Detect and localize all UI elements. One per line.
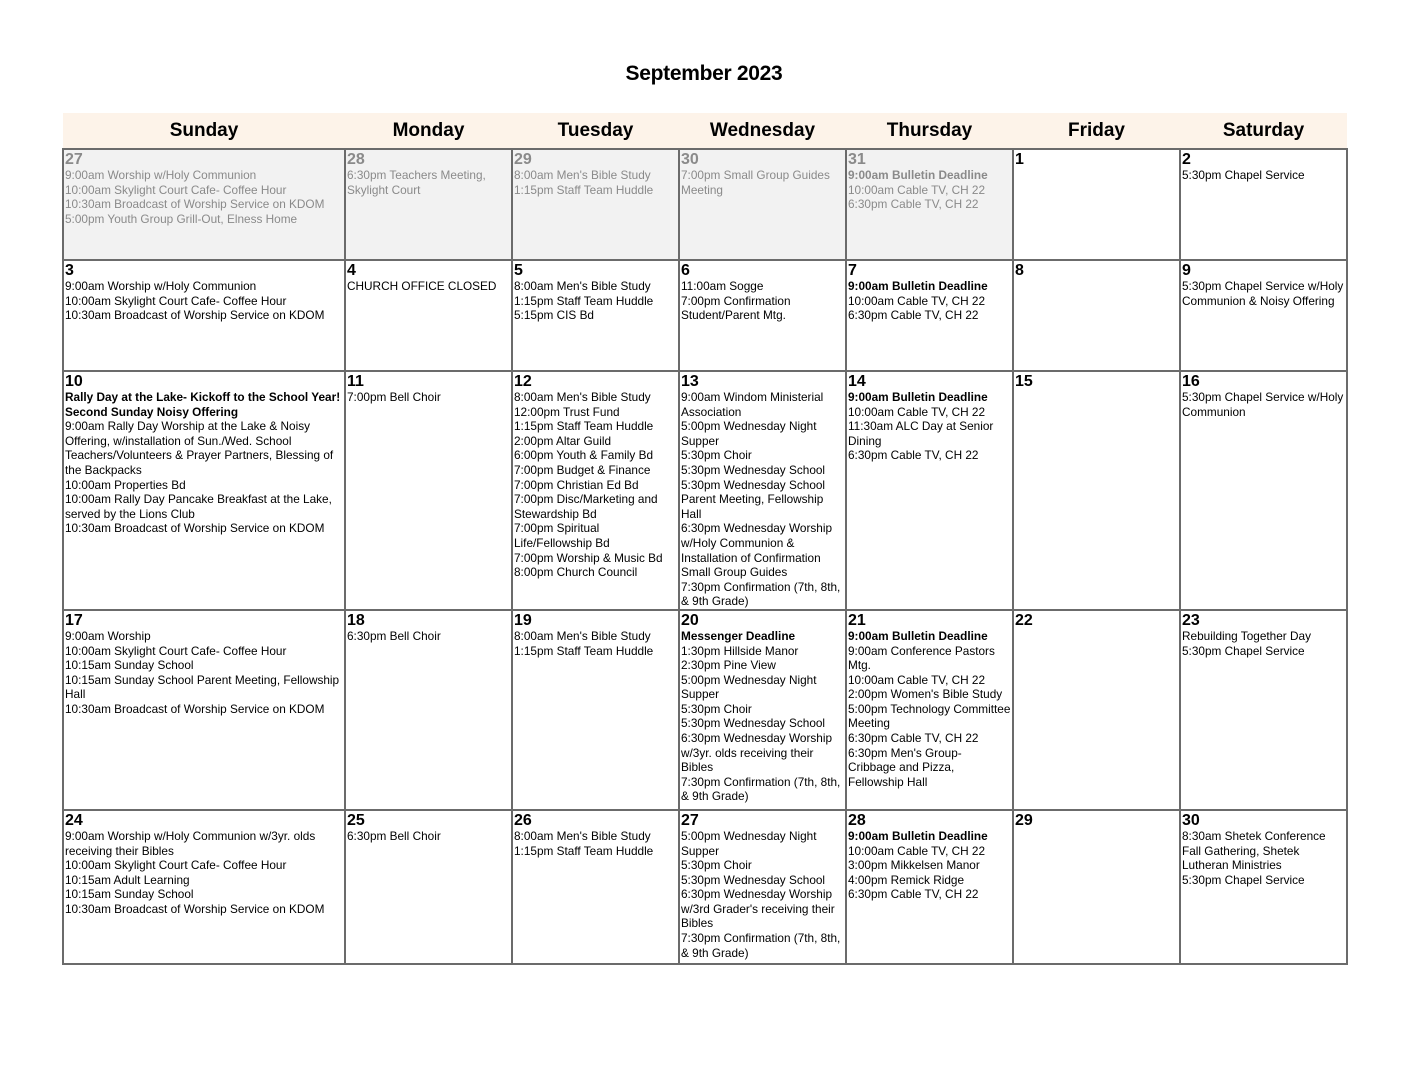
- calendar-event: 10:00am Skylight Court Cafe- Coffee Hour: [65, 858, 287, 873]
- day-cell[interactable]: [1180, 610, 1347, 810]
- day-cell[interactable]: [345, 810, 512, 964]
- calendar-event: 1:15pm Staff Team Huddle: [514, 182, 654, 197]
- calendar-event: 11:30am ALC Day at Senior Dining: [848, 419, 994, 448]
- calendar-event: 10:00am Cable TV, CH 22: [848, 182, 986, 197]
- day-cell[interactable]: [345, 260, 512, 371]
- calendar-event: 8:00am Men's Bible Study: [514, 390, 651, 404]
- calendar-event: 6:30pm Bell Choir: [347, 628, 441, 643]
- calendar-event: 10:30am Broadcast of Worship Service on KDOM: [65, 701, 325, 716]
- day-number: 22: [1015, 611, 1033, 629]
- calendar-event: 10:00am Properties Bd: [65, 477, 186, 492]
- calendar-event: 5:30pm Wednesday School: [681, 716, 826, 731]
- calendar-event: 10:15am Sunday School: [65, 887, 194, 902]
- day-number: 7: [848, 262, 857, 279]
- calendar-event: 9:00am Worship: [65, 628, 151, 643]
- day-cell[interactable]: [679, 260, 846, 371]
- week-row: [63, 260, 1347, 371]
- calendar-event: 9:00am Bulletin Deadline: [848, 628, 988, 643]
- calendar-event: 10:00am Skylight Court Cafe- Coffee Hour: [65, 643, 287, 658]
- day-cell[interactable]: [1180, 260, 1347, 371]
- calendar-event: 12:00pm Trust Fund: [514, 404, 620, 419]
- calendar-event: 8:00pm Church Council: [514, 565, 638, 580]
- calendar-event: 6:30pm Wednesday Worship w/Holy Communion & Installation of Confirmation Small Group Guides: [681, 521, 833, 580]
- calendar-event: Messenger Deadline: [681, 628, 796, 643]
- day-number: 12: [514, 373, 532, 390]
- calendar-event: Rebuilding Together Day: [1182, 628, 1311, 643]
- day-number: 24: [65, 811, 83, 829]
- day-cell[interactable]: [63, 371, 345, 610]
- weekday-header-thursday: Thursday: [846, 113, 1013, 149]
- calendar-event: 9:00am Worship w/Holy Communion: [65, 168, 257, 182]
- calendar-event: 2:00pm Altar Guild: [514, 433, 612, 448]
- calendar-event: 7:00pm Disc/Marketing and Stewardship Bd: [514, 492, 658, 521]
- weekday-header-row: [63, 113, 1347, 149]
- calendar-event: 2:30pm Pine View: [681, 658, 776, 673]
- weekday-header-tuesday: Tuesday: [512, 113, 679, 149]
- day-number: 28: [347, 151, 365, 168]
- weekday-header-wednesday: Wednesday: [679, 113, 846, 149]
- day-cell[interactable]: [846, 371, 1013, 610]
- day-cell[interactable]: [846, 810, 1013, 964]
- calendar-event: 10:30am Broadcast of Worship Service on KDOM: [65, 197, 325, 212]
- day-cell[interactable]: [63, 260, 345, 371]
- calendar-event: 9:00am Bulletin Deadline: [848, 390, 988, 404]
- week-row: [63, 149, 1347, 260]
- day-number: 25: [347, 811, 365, 829]
- day-number: 31: [848, 151, 866, 168]
- calendar-event: 6:30pm Cable TV, CH 22: [848, 731, 979, 746]
- calendar-event: 10:30am Broadcast of Worship Service on KDOM: [65, 521, 325, 536]
- day-number: 29: [514, 151, 532, 168]
- day-number: 4: [347, 262, 356, 279]
- day-cell[interactable]: [846, 260, 1013, 371]
- calendar-event: 7:00pm Christian Ed Bd: [514, 477, 639, 492]
- calendar-event: 1:15pm Staff Team Huddle: [514, 293, 654, 308]
- day-number: 10: [65, 373, 83, 390]
- calendar-grid: [62, 113, 1348, 965]
- calendar-event: 9:00am Bulletin Deadline: [848, 168, 988, 182]
- calendar-event: 9:00am Worship w/Holy Communion: [65, 279, 257, 293]
- calendar-event: 5:30pm Wednesday School Parent Meeting, Fellowship Hall: [681, 477, 826, 521]
- calendar-event: 10:15am Sunday School: [65, 658, 194, 673]
- calendar-event: 9:00am Windom Ministerial Association: [681, 390, 824, 419]
- day-number: 20: [681, 611, 699, 629]
- calendar-event: 8:00am Men's Bible Study: [514, 628, 651, 643]
- calendar-event: 5:30pm Choir: [681, 858, 752, 873]
- day-cell[interactable]: [1180, 149, 1347, 260]
- day-number: 29: [1015, 811, 1033, 829]
- calendar-event: 10:30am Broadcast of Worship Service on KDOM: [65, 901, 325, 916]
- day-cell[interactable]: [512, 149, 679, 260]
- calendar-event: 9:00am Conference Pastors Mtg.: [848, 643, 995, 673]
- day-number: 11: [347, 373, 364, 390]
- day-number: 16: [1182, 373, 1200, 390]
- day-cell[interactable]: [679, 371, 846, 610]
- day-number: 5: [514, 262, 523, 279]
- calendar-event: 5:30pm Chapel Service: [1182, 643, 1305, 658]
- calendar-event: 10:00am Rally Day Pancake Breakfast at the Lake, served by the Lions Club: [65, 492, 332, 521]
- day-number: 27: [681, 811, 699, 829]
- calendar-event: 5:30pm Chapel Service: [1182, 872, 1305, 887]
- calendar-event: Second Sunday Noisy Offering: [65, 404, 239, 419]
- day-number: 27: [65, 151, 83, 168]
- day-number: 15: [1015, 373, 1033, 390]
- day-number: 17: [65, 611, 83, 629]
- day-cell[interactable]: [1013, 371, 1180, 610]
- day-cell[interactable]: [1180, 810, 1347, 964]
- calendar-event: 2:00pm Women's Bible Study: [848, 687, 1003, 702]
- weekday-header-sunday: Sunday: [63, 113, 345, 149]
- calendar-event: 10:30am Broadcast of Worship Service on KDOM: [65, 308, 325, 323]
- week-row: [63, 610, 1347, 810]
- calendar-event: 10:00am Skylight Court Cafe- Coffee Hour: [65, 182, 287, 197]
- calendar-event: 10:00am Skylight Court Cafe- Coffee Hour: [65, 293, 287, 308]
- calendar-event: 7:30pm Confirmation (7th, 8th, & 9th Grade): [681, 579, 841, 609]
- calendar-event: 10:00am Cable TV, CH 22: [848, 293, 986, 308]
- calendar-event: 1:15pm Staff Team Huddle: [514, 643, 654, 658]
- weekday-header-monday: Monday: [345, 113, 512, 149]
- calendar-event: 1:15pm Staff Team Huddle: [514, 419, 654, 434]
- day-number: 13: [681, 373, 699, 390]
- day-cell[interactable]: [512, 260, 679, 371]
- calendar-event: 9:00am Bulletin Deadline: [848, 828, 988, 843]
- calendar-event: 5:00pm Youth Group Grill-Out, Elness Home: [65, 211, 298, 226]
- day-cell[interactable]: [679, 610, 846, 810]
- day-cell[interactable]: [679, 810, 846, 964]
- day-cell[interactable]: [63, 610, 345, 810]
- calendar-event: 7:00pm Worship & Music Bd: [514, 550, 663, 565]
- calendar-event: 10:00am Cable TV, CH 22: [848, 672, 986, 687]
- calendar-event: 8:00am Men's Bible Study: [514, 279, 651, 293]
- calendar-event: 7:00pm Small Group Guides Meeting: [681, 168, 830, 197]
- calendar-event: CHURCH OFFICE CLOSED: [347, 279, 497, 293]
- day-cell[interactable]: [1013, 610, 1180, 810]
- calendar-event: 7:30pm Confirmation (7th, 8th, & 9th Grade): [681, 931, 841, 960]
- calendar-event: 6:30pm Teachers Meeting, Skylight Court: [347, 168, 486, 197]
- calendar-event: 5:00pm Wednesday Night Supper: [681, 419, 817, 448]
- calendar-event: 6:30pm Cable TV, CH 22: [848, 308, 979, 323]
- calendar-event: 7:00pm Budget & Finance: [514, 462, 651, 477]
- calendar-event: Rally Day at the Lake- Kickoff to the School Year!: [65, 390, 341, 404]
- calendar-event: 10:00am Cable TV, CH 22: [848, 404, 986, 419]
- calendar-event: 7:30pm Confirmation (7th, 8th, & 9th Grade): [681, 774, 841, 804]
- day-number: 26: [514, 811, 532, 829]
- day-cell[interactable]: [1013, 149, 1180, 260]
- calendar-event: 6:30pm Wednesday Worship w/3yr. olds receiving their Bibles: [681, 731, 833, 775]
- day-number: 23: [1182, 611, 1200, 629]
- day-cell[interactable]: [512, 810, 679, 964]
- calendar-event: 9:00am Rally Day Worship at the Lake & Noisy Offering, w/installation of Sun./Wed. School Teachers/Volunteers & Prayer Partners, Blessing of the Backpacks: [65, 419, 334, 477]
- day-number: 9: [1182, 262, 1191, 279]
- day-number: 18: [347, 611, 365, 629]
- calendar-event: 5:30pm Choir: [681, 701, 752, 716]
- weekday-header-friday: Friday: [1013, 113, 1180, 149]
- day-cell[interactable]: [1013, 260, 1180, 371]
- calendar-event: 9:00am Bulletin Deadline: [848, 279, 988, 293]
- day-number: 28: [848, 811, 866, 829]
- calendar-event: 11:00am Sogge: [681, 279, 764, 293]
- calendar-event: 5:00pm Technology Committee Meeting: [848, 701, 1011, 731]
- calendar-event: 9:00am Worship w/Holy Communion w/3yr. olds receiving their Bibles: [65, 828, 316, 858]
- calendar-event: 8:00am Men's Bible Study: [514, 168, 651, 182]
- day-cell[interactable]: [345, 610, 512, 810]
- calendar-event: 6:30pm Cable TV, CH 22: [848, 197, 979, 212]
- day-number: 2: [1182, 151, 1191, 168]
- day-number: 6: [681, 262, 690, 279]
- calendar-event: 5:30pm Chapel Service w/Holy Communion: [1182, 390, 1344, 419]
- day-cell[interactable]: [679, 149, 846, 260]
- calendar-event: 10:15am Sunday School Parent Meeting, Fellowship Hall: [65, 672, 340, 702]
- day-number: 21: [848, 611, 866, 629]
- day-number: 14: [848, 373, 866, 390]
- calendar-event: 1:30pm Hillside Manor: [681, 643, 799, 658]
- calendar-event: 6:30pm Men's Group- Cribbage and Pizza, Fellowship Hall: [848, 745, 962, 789]
- day-cell[interactable]: [1013, 810, 1180, 964]
- day-cell[interactable]: [345, 371, 512, 610]
- day-cell[interactable]: [846, 149, 1013, 260]
- calendar-event: 3:00pm Mikkelsen Manor: [848, 858, 980, 873]
- calendar-event: 5:30pm Choir: [681, 448, 752, 463]
- day-cell[interactable]: [1180, 371, 1347, 610]
- calendar-event: 10:15am Adult Learning: [65, 872, 190, 887]
- calendar-event: 6:30pm Wednesday Worship w/3rd Grader's receiving their Bibles: [681, 887, 835, 931]
- calendar-event: 6:00pm Youth & Family Bd: [514, 448, 654, 463]
- calendar-event: 4:00pm Remick Ridge: [848, 872, 965, 887]
- day-cell[interactable]: [63, 810, 345, 964]
- calendar-event: 5:30pm Wednesday School: [681, 872, 826, 887]
- calendar-event: 10:00am Cable TV, CH 22: [848, 843, 986, 858]
- calendar-event: 8:30am Shetek Conference Fall Gathering, Shetek Lutheran Ministries: [1182, 828, 1326, 873]
- calendar-event: 1:15pm Staff Team Huddle: [514, 843, 654, 858]
- calendar-event: 5:00pm Wednesday Night Supper: [681, 828, 817, 858]
- week-row: [63, 810, 1347, 964]
- week-row: [63, 371, 1347, 610]
- day-number: 8: [1015, 262, 1024, 279]
- day-cell[interactable]: [512, 371, 679, 610]
- day-cell[interactable]: [512, 610, 679, 810]
- calendar-event: 5:30pm Chapel Service: [1182, 168, 1305, 182]
- day-cell[interactable]: [63, 149, 345, 260]
- calendar-event: 5:00pm Wednesday Night Supper: [681, 672, 817, 702]
- day-number: 30: [1182, 811, 1200, 829]
- calendar-event: 5:30pm Wednesday School: [681, 462, 826, 477]
- day-number: 1: [1015, 151, 1024, 168]
- calendar-title: September 2023: [625, 62, 783, 85]
- calendar-event: 6:30pm Bell Choir: [347, 828, 441, 843]
- calendar-event: 6:30pm Cable TV, CH 22: [848, 887, 979, 902]
- calendar-event: 5:15pm CIS Bd: [514, 308, 594, 323]
- day-cell[interactable]: [846, 610, 1013, 810]
- calendar-event: 6:30pm Cable TV, CH 22: [848, 448, 979, 463]
- day-number: 19: [514, 611, 532, 629]
- weekday-header-saturday: Saturday: [1180, 113, 1347, 149]
- calendar-event: 7:00pm Confirmation Student/Parent Mtg.: [681, 293, 791, 323]
- calendar-event: 7:00pm Bell Choir: [347, 390, 441, 404]
- calendar-event: 7:00pm Spiritual Life/Fellowship Bd: [514, 521, 610, 550]
- calendar-event: 8:00am Men's Bible Study: [514, 828, 651, 843]
- calendar-event: 5:30pm Chapel Service w/Holy Communion & Noisy Offering: [1182, 279, 1344, 308]
- day-number: 30: [681, 151, 699, 168]
- day-cell[interactable]: [345, 149, 512, 260]
- day-number: 3: [65, 262, 74, 279]
